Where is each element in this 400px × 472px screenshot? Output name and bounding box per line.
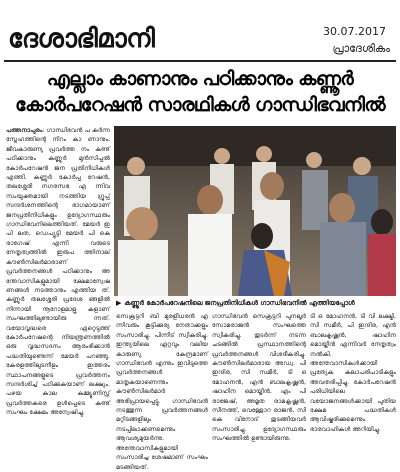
photo-caption-text: കണ്ണൂർ കോർപറേഷനിലെ ജനപ്രതിനിധികൾ ഗാന്ധിഭവനിൽ എത്തിയപ്പോൾ (124, 299, 355, 307)
section-label: പ്രാദേശികം (332, 42, 390, 55)
masthead (0, 0, 400, 66)
article-column-a (116, 312, 208, 471)
headline-line-2: കോർപറേഷൻ സാരഥികൾ ഗാന്ധിഭവനിൽ (15, 94, 385, 116)
caption-arrow-icon: ▶ (116, 299, 122, 307)
article-dateline: പത്തനാപുരം (6, 127, 43, 134)
headline-line-1: എല്ലാം കാണാനും പഠിക്കാനും കണ്ണൂർ (46, 68, 354, 90)
news-photo-image (114, 126, 396, 296)
photo-caption (116, 297, 396, 309)
article-body-c: ടി ഒ മോഹനൻ, ടി വി ലക്ഷ്മി, സി സമീർ, പി ഇന്ദിര, എൻ ബാലകൃഷ്ണൻ, ഷാഹിന മൊയ്തീൻ എന്നിവർ നേതൃത്വം നൽകി. അന്തേവാസികൾക്കായി പ്രത്യേക കലാപരിപാടികളും അവതരിപ്പിച്ചു. കോർപറേഷൻ പരിധിയിലെ വയോജനങ്ങൾക്കായി പുതിയ ക്ഷേമ പദ്ധതികൾ ആവിഷ്കരിക്കുമെന്നും ഭാരവാഹികൾ അറിയിച്ചു. (310, 313, 396, 433)
news-photo (114, 126, 396, 296)
article-column-left: പത്തനാപുരം: ഗാന്ധിഭവൻ പ കർന്ന സ്നേഹത്തിന്റെ നിറം കാ ണാനും, ജീവകാരുണ്യ പ്രവർത്ത നം കണ്ട് പഠിക്കാനും കണ്ണൂർ മുൻസിപ്പൽ കോർപറേഷൻ ജന പ്രതിനിധികൾ എത്തി. കണ്ണൂർ കോർപ്പ റേഷൻ, തലശ്ശേരി നഗരസഭ എ ന്നിവ സംയുക്തമായി നടത്തിയ ഗ്രൂപ്പ് സന്ദർശനത്തിന്റെ ഭാഗമായാണ് ജനപ്രതിനിധികളും ഉദ്യോഗസ്ഥരും ഗാന്ധിഭവനിലെത്തിയത്. മേയർ ഇ പി ലത, ഡെപ്യൂട്ടി മേയർ പി കെ രാഗേഷ് എന്നി വരുടെ നേതൃത്വത്തിൽ ഇരുപ ത്തിനാല് കൗൺസിലർമാരാണ് പ്രവർത്തനങ്ങൾ പഠിക്കാനും അ ന്തേവാസികളുമായി ക്ഷേമാന്വേഷ ണങ്ങൾ നടത്താനും എത്തിയ ത്. കണ്ണൂർ തലശ്ശേരി പ്രദേശ ങ്ങളിൽ നിന്നായി നൂറോളമാളു കളാണ് സംഘത്തിലുണ്ടായിരു ന്നത്. വയോവൃദ്ധരെ ഏറ്റെടുത്ത് കോർപറേഷന്റെ നിയന്ത്രണത്തിൽ ഒരു വൃദ്ധസദനം ആരംഭിക്കാൻ പദ്ധതിയുണ്ടെന്ന് മേയർ പറഞ്ഞു. കേരളത്തിലുടനീളം ഇത്തരം സ്ഥാപനങ്ങളുടെ പ്രവർത്തനം സന്ദർശിച്ച് പഠിക്കുകയാണ് ലക്ഷ്യം. പഴയ കാല കമ്മ്യൂണിസ്റ്റ് പ്രവർത്തകരെ ഉൾപ്പെടെ കണ്ട് സംഘം ക്ഷേമം അന്വേഷിച്ചു. (6, 127, 110, 417)
article-body-a: സെക്രട്ടറി ബി മുരളീധരൻ എ ന്നിവരും കൂട്ടിക്കുര്യ നേതാക്കളും സംസാരിച്ചു. പിന്നീട് സ്വീകരിച്ചു. ഇന്ത്യയിലെ ഏറ്റവും വലിയ കാരുണ്യ കേന്ദ്രമാണ് ഗാന്ധിഭവൻ എന്നും ഇവിടുത്തെ പ്രവർത്തനങ്ങൾ മാതൃകയാണെന്നും കൗൺസിലർമാർ അഭിപ്രായപ്പെട്ടു. ഗാന്ധിഭവൻ നടത്തുന്ന പ്രവർത്തനങ്ങൾ മറ്റിടങ്ങളിലും നടപ്പിലാക്കണമെന്നും ആവശ്യമുയർന്നു. അന്തേവാസികളുമായി സംസാരിച്ച ശേഷമാണ് സംഘം മടങ്ങിയത്. (116, 313, 208, 471)
article-body-left: ഗാന്ധിഭവൻ പ കർന്ന സ്നേഹത്തിന്റെ നിറം കാ ണാനും, ജീവകാരുണ്യ പ്രവർത്ത നം കണ്ട് പഠിക്കാനും കണ്ണൂർ മുൻസിപ്പൽ കോർപറേഷൻ ജന പ്രതിനിധികൾ എത്തി. കണ്ണൂർ കോർപ്പ റേഷൻ, തലശ്ശേരി നഗരസഭ എ ന്നിവ സംയുക്തമായി നടത്തിയ ഗ്രൂപ്പ് സന്ദർശനത്തിന്റെ ഭാഗമായാണ് ജനപ്രതിനിധികളും ഉദ്യോഗസ്ഥരും ഗാന്ധിഭവനിലെത്തിയത്. മേയർ ഇ പി ലത, ഡെപ്യൂട്ടി മേയർ പി കെ രാഗേഷ് എന്നി വരുടെ നേതൃത്വത്തിൽ ഇരുപ ത്തിനാല് കൗൺസിലർമാരാണ് പ്രവർത്തനങ്ങൾ പഠിക്കാനും അ ന്തേവാസികളുമായി ക്ഷേമാന്വേഷ ണങ്ങൾ നടത്താനും എത്തിയ ത്. കണ്ണൂർ തലശ്ശേരി പ്രദേശ ങ്ങളിൽ നിന്നായി നൂറോളമാളു കളാണ് സംഘത്തിലുണ്ടായിരു ന്നത്. വയോവൃദ്ധരെ ഏറ്റെടുത്ത് കോർപറേഷന്റെ നിയന്ത്രണത്തിൽ ഒരു വൃദ്ധസദനം ആരംഭിക്കാൻ പദ്ധതിയുണ്ടെന്ന് മേയർ പറഞ്ഞു. കേരളത്തിലുടനീളം ഇത്തരം സ്ഥാപനങ്ങളുടെ പ്രവർത്തനം സന്ദർശിച്ച് പഠിക്കുകയാണ് ലക്ഷ്യം. പഴയ കാല കമ്മ്യൂണിസ്റ്റ് പ്രവർത്തകരെ ഉൾപ്പെടെ കണ്ട് സംഘം ക്ഷേമം അന്വേഷിച്ചു. (6, 127, 110, 417)
masthead-divider (4, 60, 396, 62)
newspaper-name: ദേശാഭിമാനി (8, 24, 155, 54)
article-column-b (212, 312, 306, 443)
article-body-b: ഗാന്ധിഭവൻ സെക്രട്ടറി പുനലൂർ സോമരാജൻ സംഘത്തെ സ്വീകരിച്ചു. തുടർന്ന് നടന്ന ചടങ്ങിൽ പ്രസ്ഥാനത്തിന്റെ പ്രവർത്തനങ്ങൾ വിശദീകരിച്ചു. കൗൺസിലർമാരായ അഡ്വ. പി ഇന്ദിര, സി സമീർ, ടി ഒ മോഹനൻ, എൻ ബാലകൃഷ്ണൻ, ഷാഹിന മൊയ്തീൻ, എം പി രാജേഷ്, അമൃത രാമകൃഷ്ണൻ, സീനത്ത്, വെള്ളോറ രാജൻ, സി കെ വിനോദ് തുടങ്ങിയവർ സംസാരിച്ചു. ഉദ്യോഗസ്ഥരും സംഘത്തിൽ ഉണ്ടായിരുന്നു. (212, 313, 306, 443)
headline (4, 66, 396, 122)
article-column-c (310, 312, 396, 438)
publication-date: 30.07.2017 (323, 25, 386, 38)
